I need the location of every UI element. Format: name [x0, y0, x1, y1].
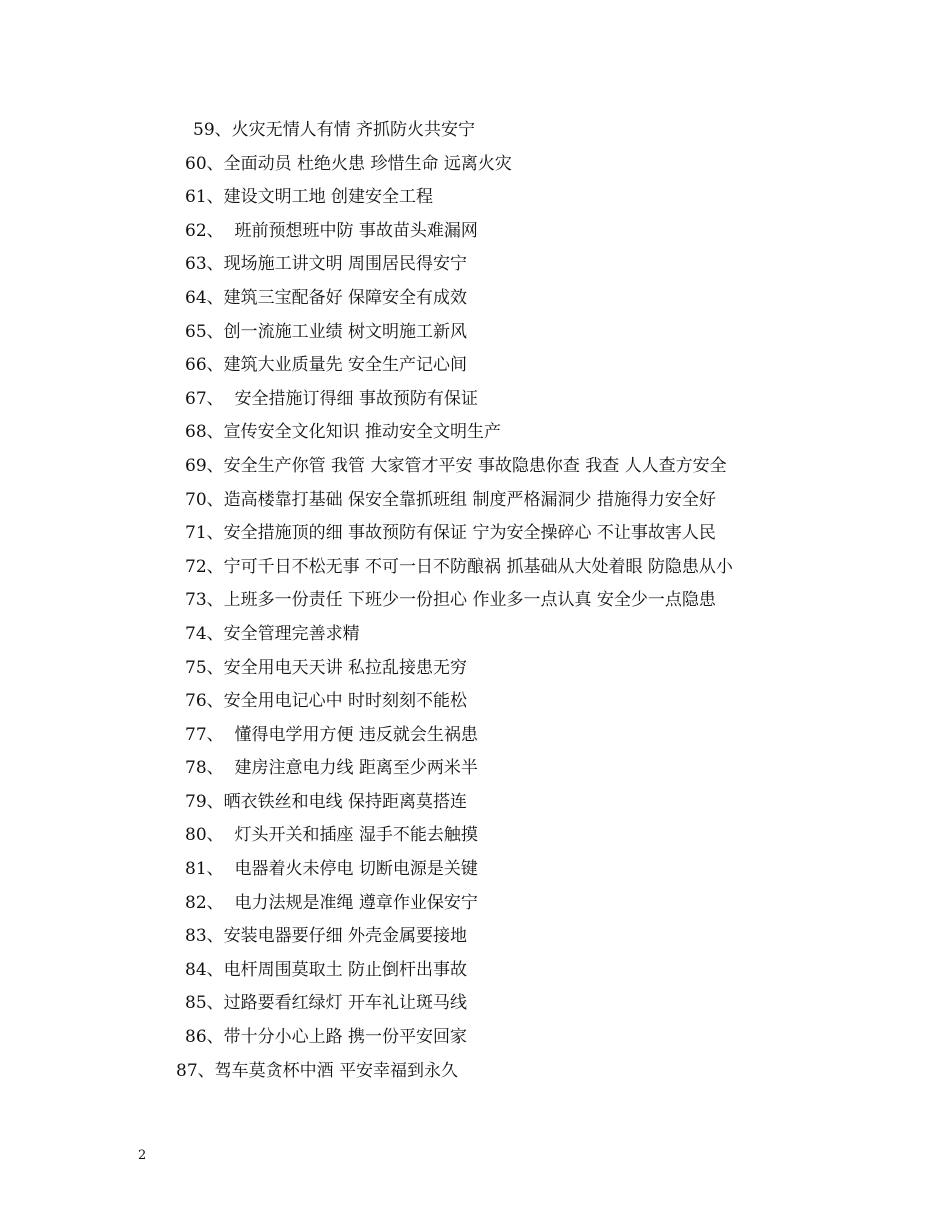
slogan-line: 85、过路要看红绿灯 开车礼让斑马线	[185, 993, 468, 1014]
slogan-line: 65、创一流施工业绩 树文明施工新风	[185, 321, 468, 342]
slogan-line: 83、安装电器要仔细 外壳金属要接地	[185, 926, 468, 947]
slogan-line: 79、晒衣铁丝和电线 保持距离莫搭连	[185, 791, 468, 812]
slogan-line: 67、 安全措施订得细 事故预防有保证	[185, 388, 478, 409]
slogan-line: 87、驾车莫贪杯中酒 平安幸福到永久	[176, 1060, 459, 1081]
slogan-line: 81、 电器着火未停电 切断电源是关键	[185, 859, 478, 880]
slogan-line: 86、带十分小心上路 携一份平安回家	[185, 1027, 468, 1048]
slogan-line: 77、 懂得电学用方便 违反就会生祸患	[185, 724, 478, 745]
slogan-line: 62、 班前预想班中防 事故苗头难漏网	[185, 220, 478, 241]
slogan-line: 60、全面动员 杜绝火患 珍惜生命 远离火灾	[185, 153, 512, 174]
slogan-line: 84、电杆周围莫取土 防止倒杆出事故	[185, 959, 468, 980]
slogan-line: 64、建筑三宝配备好 保障安全有成效	[185, 287, 468, 308]
slogan-line: 73、上班多一份责任 下班少一份担心 作业多一点认真 安全少一点隐患	[185, 590, 716, 611]
slogan-line: 74、安全管理完善求精	[185, 623, 360, 644]
slogan-line: 63、现场施工讲文明 周围居民得安宁	[185, 254, 468, 275]
page-number: 2	[138, 1148, 147, 1163]
slogan-line: 68、宣传安全文化知识 推动安全文明生产	[185, 422, 502, 443]
slogan-line: 66、建筑大业质量先 安全生产记心间	[185, 355, 468, 376]
slogan-line: 70、造高楼靠打基础 保安全靠抓班组 制度严格漏洞少 措施得力安全好	[185, 489, 716, 510]
slogan-line: 69、安全生产你管 我管 大家管才平安 事故隐患你查 我查 人人查方安全	[185, 455, 727, 476]
slogan-list	[0, 114, 950, 1088]
slogan-line: 61、建设文明工地 创建安全工程	[185, 187, 434, 208]
slogan-line: 71、安全措施顶的细 事故预防有保证 宁为安全操碎心 不让事故害人民	[185, 523, 716, 544]
slogan-line: 75、安全用电天天讲 私拉乱接患无穷	[185, 657, 468, 678]
slogan-line: 80、 灯头开关和插座 湿手不能去触摸	[185, 825, 478, 846]
slogan-line: 59、火灾无情人有情 齐抓防火共安宁	[193, 120, 476, 140]
slogan-line: 76、安全用电记心中 时时刻刻不能松	[185, 691, 468, 712]
slogan-line: 72、宁可千日不松无事 不可一日不防酿祸 抓基础从大处着眼 防隐患从小	[185, 556, 733, 577]
slogan-line: 82、 电力法规是准绳 遵章作业保安宁	[185, 892, 478, 913]
slogan-line: 78、 建房注意电力线 距离至少两米半	[185, 758, 478, 779]
